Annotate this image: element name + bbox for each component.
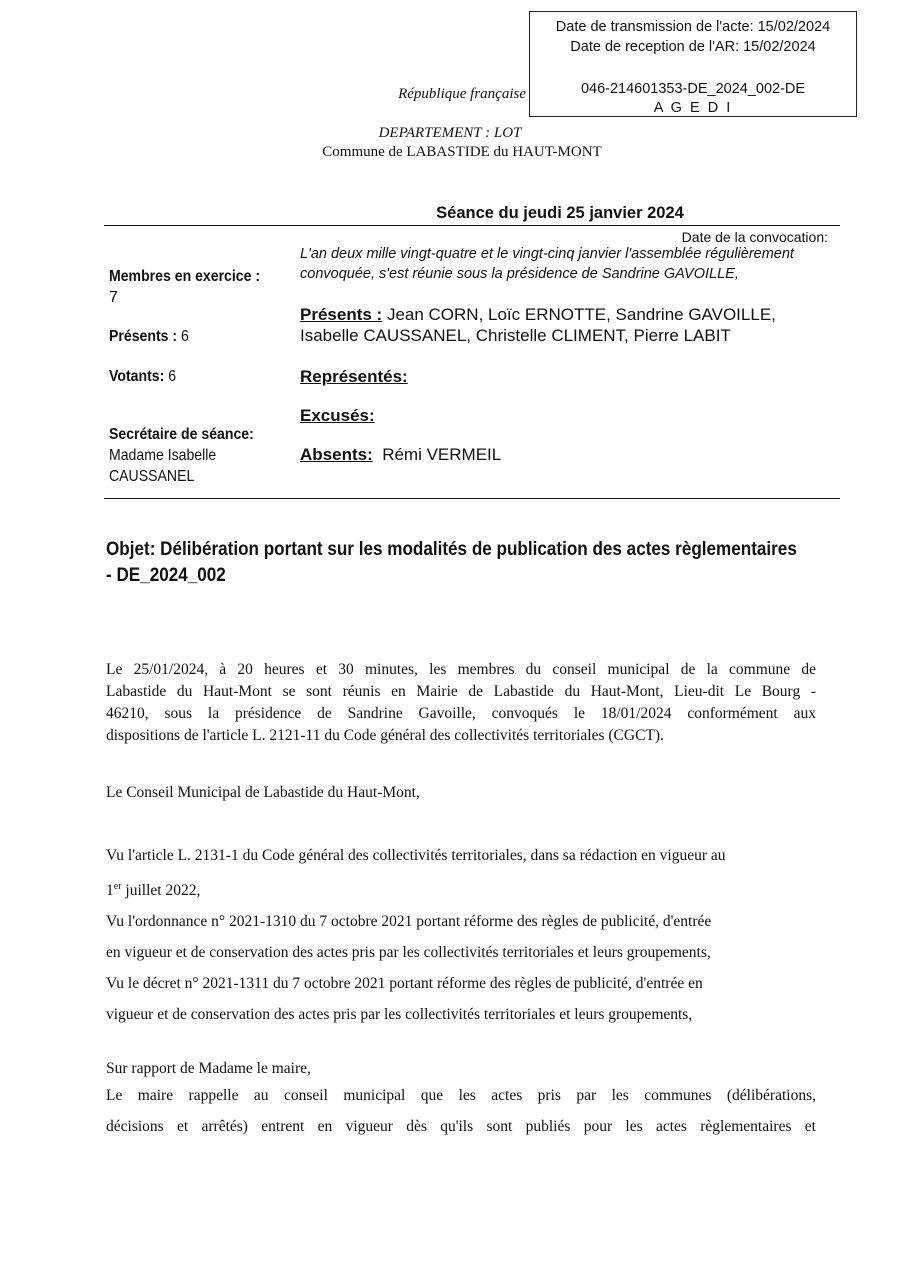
presents-count <box>109 326 289 347</box>
absents-value: Rémi VERMEIL <box>382 445 502 464</box>
membres-value: 7 <box>109 289 118 306</box>
stamp-reception-date: Date de reception de l'AR: 15/02/2024 <box>570 39 816 55</box>
presents-list-line-1: Jean CORN, Loïc ERNOTTE, Sandrine GAVOILLE, <box>386 305 776 324</box>
excuses-label: Excusés: <box>300 406 375 425</box>
visas-paragraph <box>106 840 816 1030</box>
visa-2-line-2: en vigueur et de conservation des actes pris par les collectivités territoriales et leurs groupements, <box>106 944 711 962</box>
convocation-date-label: Date de la convocation: <box>681 229 828 245</box>
objet-title <box>106 537 846 589</box>
visa-1-line-1: Vu l'article L. 2131-1 du Code général des collectivités territoriales, dans sa rédaction en vigueur au <box>106 847 726 864</box>
intro-line-2: convoquée, s'est réunie sous la présidence de Sandrine GAVOILLE, <box>300 266 739 282</box>
excuses-row <box>300 405 840 426</box>
top-divider <box>104 225 840 226</box>
conseil-heading: Le Conseil Municipal de Labastide du Haut-Mont, <box>106 784 420 801</box>
absents-label: Absents: <box>300 445 373 464</box>
absents-row <box>300 444 840 465</box>
visa-1-date: juillet 2022, <box>121 882 201 900</box>
secretaire-name-line-1: Madame Isabelle <box>109 447 217 464</box>
presents-list-line-2: Isabelle CAUSSANEL, Christelle CLIMENT, Pierre LABIT <box>300 326 731 345</box>
objet-line-2: - DE_2024_002 <box>106 565 226 586</box>
commune-header: Commune de LABASTIDE du HAUT-MONT <box>322 144 602 160</box>
preamble-line-2: Labastide du Haut-Mont se sont réunis en Mairie de Labastide du Haut-Mont, Lieu-dit Le Bourg - <box>106 683 816 700</box>
preamble-line-3: 46210, sous la présidence de Sandrine Gavoille, convoqués le 18/01/2024 conformément aux <box>106 705 816 722</box>
representes-label: Représentés: <box>300 367 408 386</box>
transmission-stamp <box>529 11 857 117</box>
secretaire-label: Secrétaire de séance: <box>109 426 254 443</box>
preamble-line-1: Le 25/01/2024, à 20 heures et 30 minutes, les membres du conseil municipal de la commune de <box>106 661 816 678</box>
secretaire-name-line-2: CAUSSANEL <box>109 468 195 485</box>
intro-line-1: L'an deux mille vingt-quatre et le vingt-cinq janvier l'assemblée régulièrement <box>300 246 794 262</box>
votants-count <box>109 366 289 387</box>
votants-label: Votants: <box>109 368 165 385</box>
maire-line-1: Le maire rappelle au conseil municipal que les actes pris par les communes (délibérations, <box>106 1087 816 1104</box>
preamble-line-4: dispositions de l'article L. 2121-11 du Code général des collectivités territoriales (CGCT). <box>106 727 664 744</box>
secretaire-de-seance <box>109 424 299 487</box>
visa-2-line-1: Vu l'ordonnance n° 2021-1310 du 7 octobre 2021 portant réforme des règles de publicité, d'entrée <box>106 913 712 931</box>
votants-value: 6 <box>168 368 177 385</box>
objet-line-1: Objet: Délibération portant sur les modalités de publication des actes règlementaires <box>106 539 797 560</box>
bottom-divider <box>104 498 840 499</box>
maire-line-2: décisions et arrêtés) entrent en vigueur dès qu'ils sont publiés pour les actes règlementaires et <box>106 1118 816 1135</box>
visa-1-sup: er <box>113 881 122 892</box>
seance-intro <box>300 244 840 284</box>
departement-header: DEPARTEMENT : LOT <box>378 125 522 141</box>
seance-title: Séance du jeudi 25 janvier 2024 <box>436 204 684 222</box>
presents-list-label: Présents : <box>300 305 383 324</box>
visa-3-line-1: Vu le décret n° 2021-1311 du 7 octobre 2021 portant réforme des règles de publicité, d'entrée en <box>106 975 703 993</box>
visa-3-line-2: vigueur et de conservation des actes pris par les collectivités territoriales et leurs groupements, <box>106 1006 693 1024</box>
presents-list <box>300 304 840 346</box>
visa-1-line-2 <box>106 871 816 906</box>
representes-row <box>300 366 840 387</box>
preamble-paragraph <box>106 659 816 747</box>
presents-count-value: 6 <box>181 328 189 345</box>
visa-1-day: 1 <box>106 882 114 900</box>
stamp-transmission-date: Date de transmission de l'acte: 15/02/2024 <box>555 19 831 35</box>
rapport-paragraph <box>106 1058 816 1142</box>
membres-label: Membres en exercice : <box>109 268 261 285</box>
presents-count-label: Présents : <box>109 328 178 345</box>
rapport-heading: Sur rapport de Madame le maire, <box>106 1060 311 1077</box>
republique-header: République française <box>398 86 526 102</box>
stamp-agency: A G E D I <box>653 100 733 116</box>
membres-en-exercice <box>109 266 289 308</box>
stamp-reference: 046-214601353-DE_2024_002-DE <box>580 81 806 97</box>
